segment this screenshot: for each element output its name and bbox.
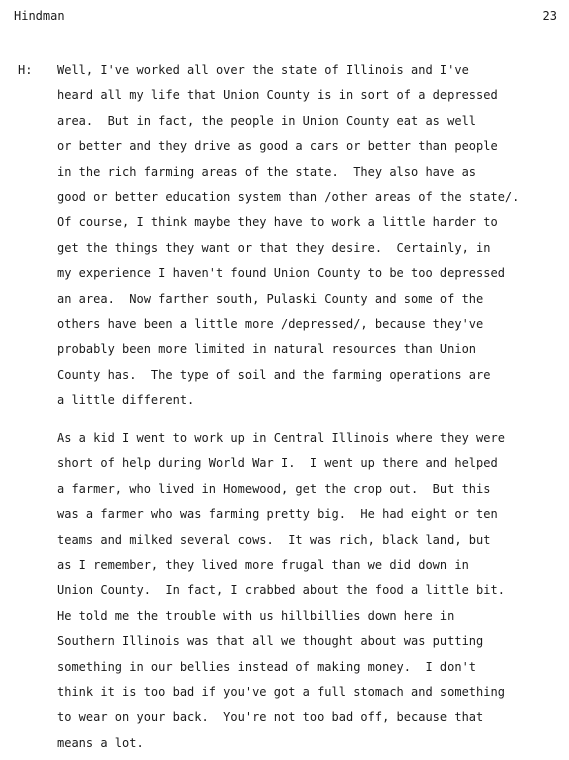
text-line: a farmer, who lived in Homewood, get the crop out. But this <box>57 481 491 496</box>
text-line: means a lot. <box>57 735 144 750</box>
text-line: in the rich farming areas of the state. They also have as <box>57 164 477 179</box>
header-name: Hindman <box>14 9 65 23</box>
text-line: teams and milked several cows. It was rich, black land, but <box>57 532 491 547</box>
text-line: something in our bellies instead of making money. I don't <box>57 659 477 674</box>
text-line: to wear on your back. You're not too bad off, because that <box>57 710 484 725</box>
text-line: think it is too bad if you've got a full stomach and something <box>57 684 505 699</box>
text-line: good or better education system than /other areas of the state/. <box>57 189 520 204</box>
text-line: heard all my life that Union County is in sort of a depressed <box>57 88 498 103</box>
paragraph <box>57 430 563 760</box>
text-line: was a farmer who was farming pretty big. He had eight or ten <box>57 507 498 522</box>
text-line: short of help during World War I. I went up there and helped <box>57 456 498 471</box>
text-line: an area. Now farther south, Pulaski County and some of the <box>57 291 484 306</box>
text-line: Of course, I think maybe they have to work a little harder to <box>57 215 498 230</box>
text-line: As a kid I went to work up in Central Illinois where they were <box>57 431 505 445</box>
text-line: Southern Illinois was that all we thought about was putting <box>57 634 484 649</box>
text-line: my experience I haven't found Union County to be too depressed <box>57 266 505 281</box>
page-number: 23 <box>542 9 557 23</box>
text-line: as I remember, they lived more frugal than we did down in <box>57 557 469 572</box>
text-line: area. But in fact, the people in Union County eat as well <box>57 113 477 128</box>
text-line: or better and they drive as good a cars or better than people <box>57 139 498 154</box>
text-line: a little different. <box>57 393 195 408</box>
text-line: get the things they want or that they desire. Certainly, in <box>57 240 491 255</box>
paragraph <box>57 62 563 417</box>
text-line: Union County. In fact, I crabbed about the food a little bit. <box>57 583 505 598</box>
text-line: others have been a little more /depressed/, because they've <box>57 316 484 331</box>
text-line: County has. The type of soil and the farming operations are <box>57 367 491 382</box>
text-line: He told me the trouble with us hillbillies down here in <box>57 608 455 623</box>
text-line: Well, I've worked all over the state of Illinois and I've <box>57 63 469 77</box>
text-line: probably been more limited in natural resources than Union <box>57 342 477 357</box>
speaker-label: H: <box>18 63 33 77</box>
